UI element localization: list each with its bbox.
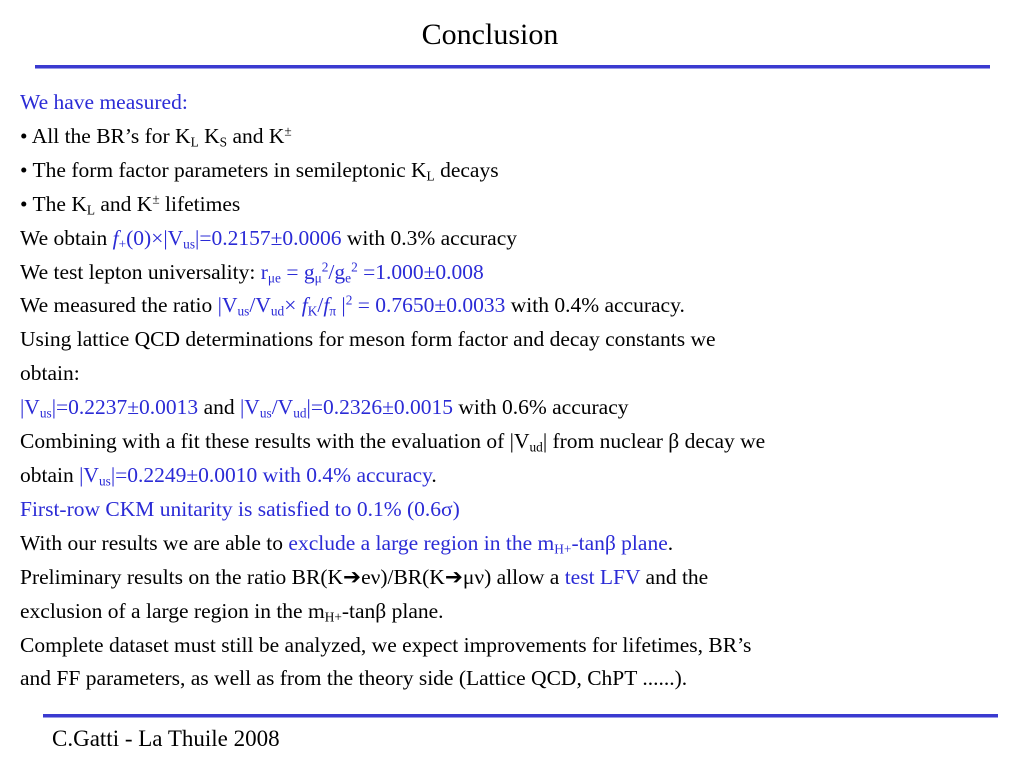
obtain-vus-line: obtain $|V_{us}|=0.2249\pm 0.0010$ with 0.4% accuracy.: [20, 462, 437, 489]
lattice-line-1: Using lattice QCD determinations for meson form factor and decay constants we: [20, 327, 716, 352]
footer-author: C.Gatti - La Thuile 2008: [52, 726, 280, 751]
complete-line-1: Complete dataset must still be analyzed, we expect improvements for lifetimes, BR’s: [20, 632, 752, 657]
combining-line: Combining with a fit these results with the evaluation of $|V_{ud}|$ from nuclear β decay we: [20, 429, 766, 455]
heading-measured: We have measured:: [20, 90, 188, 114]
arrow-icon: ➔: [444, 564, 463, 589]
lepton-universality: We test lepton universality: $r_{\mu e} = g_\mu^2/g_e^2 =1.000\pm 0.008$: [20, 259, 484, 286]
bullet-form-factor: • The form factor parameters in semileptonic $K_L$ decays: [20, 157, 499, 184]
exclusion-line: exclusion of a large region in the $m_{H+}$-tanβ plane.: [20, 598, 444, 625]
obtain-f0-vus: We obtain $f_+(0)\times|V_{us}|=0.2157\pm 0.0006$ with 0.3% accuracy: [20, 225, 518, 252]
slide-title: Conclusion: [421, 18, 559, 51]
slide-body: [20, 86, 1010, 696]
bullet-lifetimes: • The $K_L$ and K± lifetimes: [20, 191, 241, 218]
bottom-divider: [43, 714, 998, 718]
lattice-line-2: obtain:: [20, 361, 80, 386]
ratio-measurement: We measured the ratio $|V_{us}/V_{ud}\times f_K/f_\pi$ $|^2 = 0.7650\pm 0.0033$ with 0.4% accuracy.: [20, 293, 685, 320]
preliminary-ratio: Preliminary results on the ratio BR(K➔eν)/BR(K➔μν) allow a test LFV and the: [20, 564, 709, 589]
complete-line-2: and FF parameters, as well as from the theory side (Lattice QCD, ChPT ......).: [20, 666, 688, 691]
bullet-branching-ratios: • All the BR’s for $K_L$ $K_S$ and K±: [20, 123, 292, 150]
exclude-region: With our results we are able to exclude a large region in the $m_{H+}$-tanβ plane.: [20, 530, 674, 557]
vus-results: $|V_{us}|=0.2237\pm 0.0013$ and $|V_{us}/V_{ud}|=0.2326\pm 0.0015$ with 0.6% accuracy: [20, 395, 629, 421]
arrow-icon: ➔: [343, 564, 362, 589]
ckm-unitarity: First-row CKM unitarity is satisfied to 0.1% (0.6σ): [20, 496, 460, 521]
top-divider: [35, 65, 990, 69]
